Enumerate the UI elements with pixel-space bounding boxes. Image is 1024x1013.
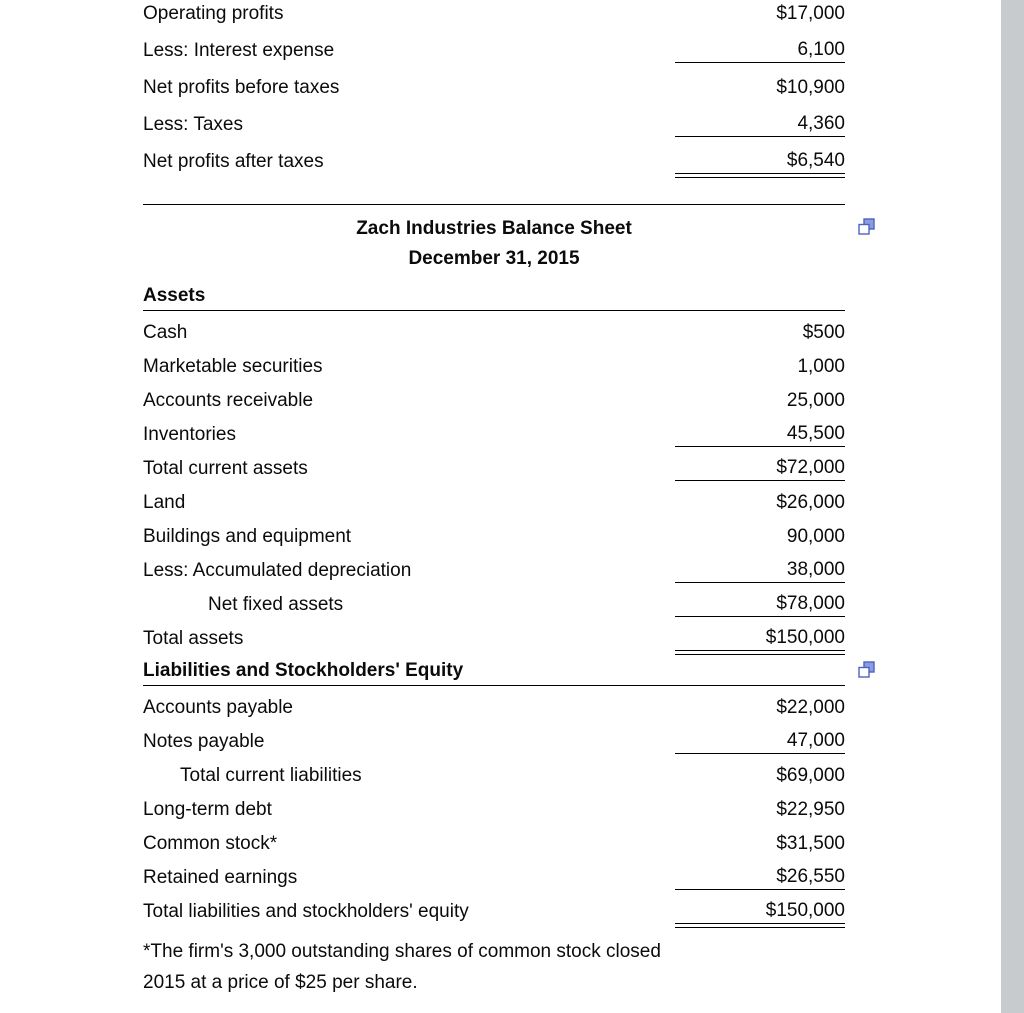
row-label: Less: Accumulated depreciation	[143, 560, 412, 581]
row-amount: 47,000	[675, 728, 845, 754]
row-amount: $22,950	[776, 799, 845, 820]
copy-icon[interactable]	[856, 216, 877, 237]
table-row	[143, 515, 845, 549]
table-row	[143, 617, 845, 651]
row-label: Less: Taxes	[143, 114, 243, 135]
row-label: Marketable securities	[143, 356, 323, 377]
row-label: Buildings and equipment	[143, 526, 352, 547]
row-label: Accounts receivable	[143, 390, 314, 411]
row-label: Total assets	[143, 628, 244, 649]
assets-header	[143, 282, 845, 311]
row-label: Common stock*	[143, 833, 278, 854]
table-row	[143, 583, 845, 617]
statement-row	[143, 26, 845, 63]
row-label: Total current assets	[143, 458, 308, 479]
liabilities-rows	[143, 686, 845, 924]
table-row	[143, 447, 845, 481]
row-amount: $31,500	[776, 833, 845, 854]
row-amount: 90,000	[786, 526, 845, 547]
table-row	[143, 686, 845, 720]
liabilities-header-label: Liabilities and Stockholders' Equity	[143, 660, 464, 681]
row-amount: $10,900	[776, 77, 845, 98]
row-label: Net profits before taxes	[143, 77, 340, 98]
balance-sheet-title: Zach Industries Balance Sheet	[356, 218, 632, 239]
row-amount: $69,000	[776, 765, 845, 786]
table-row	[143, 379, 845, 413]
page-right-gutter	[1001, 0, 1024, 1013]
row-amount: $500	[802, 322, 845, 343]
row-amount: $22,000	[776, 697, 845, 718]
statement-row	[143, 137, 845, 174]
statement-row	[143, 0, 845, 26]
row-amount: 6,100	[675, 37, 845, 63]
row-amount: $26,000	[776, 492, 845, 513]
table-row	[143, 720, 845, 754]
row-label: Land	[143, 492, 186, 513]
row-amount: $150,000	[675, 625, 845, 651]
table-row	[143, 890, 845, 924]
table-row	[143, 345, 845, 379]
row-amount: 25,000	[786, 390, 845, 411]
statement-row	[143, 63, 845, 100]
table-row	[143, 856, 845, 890]
section-divider	[143, 204, 845, 205]
table-row	[143, 754, 845, 788]
table-row	[143, 822, 845, 856]
row-label: Net fixed assets	[208, 594, 344, 615]
table-row	[143, 481, 845, 515]
row-amount: $72,000	[675, 455, 845, 481]
row-amount: $78,000	[675, 591, 845, 617]
row-label: Less: Interest expense	[143, 40, 335, 61]
row-label: Accounts payable	[143, 697, 293, 718]
table-row	[143, 413, 845, 447]
row-amount: 1,000	[797, 356, 845, 377]
row-label: Total liabilities and stockholders' equity	[143, 901, 469, 922]
table-row	[143, 549, 845, 583]
table-row	[143, 788, 845, 822]
assets-rows	[143, 311, 845, 651]
assets-header-label: Assets	[143, 285, 206, 306]
row-amount: $26,550	[675, 864, 845, 890]
row-label: Retained earnings	[143, 867, 298, 888]
liabilities-header	[143, 657, 845, 686]
row-amount: $6,540	[675, 148, 845, 174]
row-label: Notes payable	[143, 731, 265, 752]
statement-row	[143, 100, 845, 137]
row-amount: $17,000	[776, 3, 845, 24]
footnote	[143, 936, 845, 998]
copy-icon[interactable]	[856, 659, 877, 680]
row-label: Net profits after taxes	[143, 151, 324, 172]
row-amount: 38,000	[675, 557, 845, 583]
footnote-line: 2015 at a price of $25 per share.	[143, 972, 418, 993]
row-amount: 45,500	[675, 421, 845, 447]
row-label: Inventories	[143, 424, 236, 445]
row-label: Operating profits	[143, 3, 284, 24]
document-content	[143, 0, 845, 998]
row-label: Cash	[143, 322, 188, 343]
income-statement-section	[143, 0, 845, 174]
row-amount: 4,360	[675, 111, 845, 137]
row-label: Total current liabilities	[180, 765, 362, 786]
balance-sheet-date: December 31, 2015	[408, 248, 580, 269]
footnote-line: *The firm's 3,000 outstanding shares of common stock closed	[143, 941, 661, 962]
balance-sheet-title-block	[143, 214, 845, 274]
row-label: Long-term debt	[143, 799, 272, 820]
row-amount: $150,000	[675, 898, 845, 924]
table-row	[143, 311, 845, 345]
